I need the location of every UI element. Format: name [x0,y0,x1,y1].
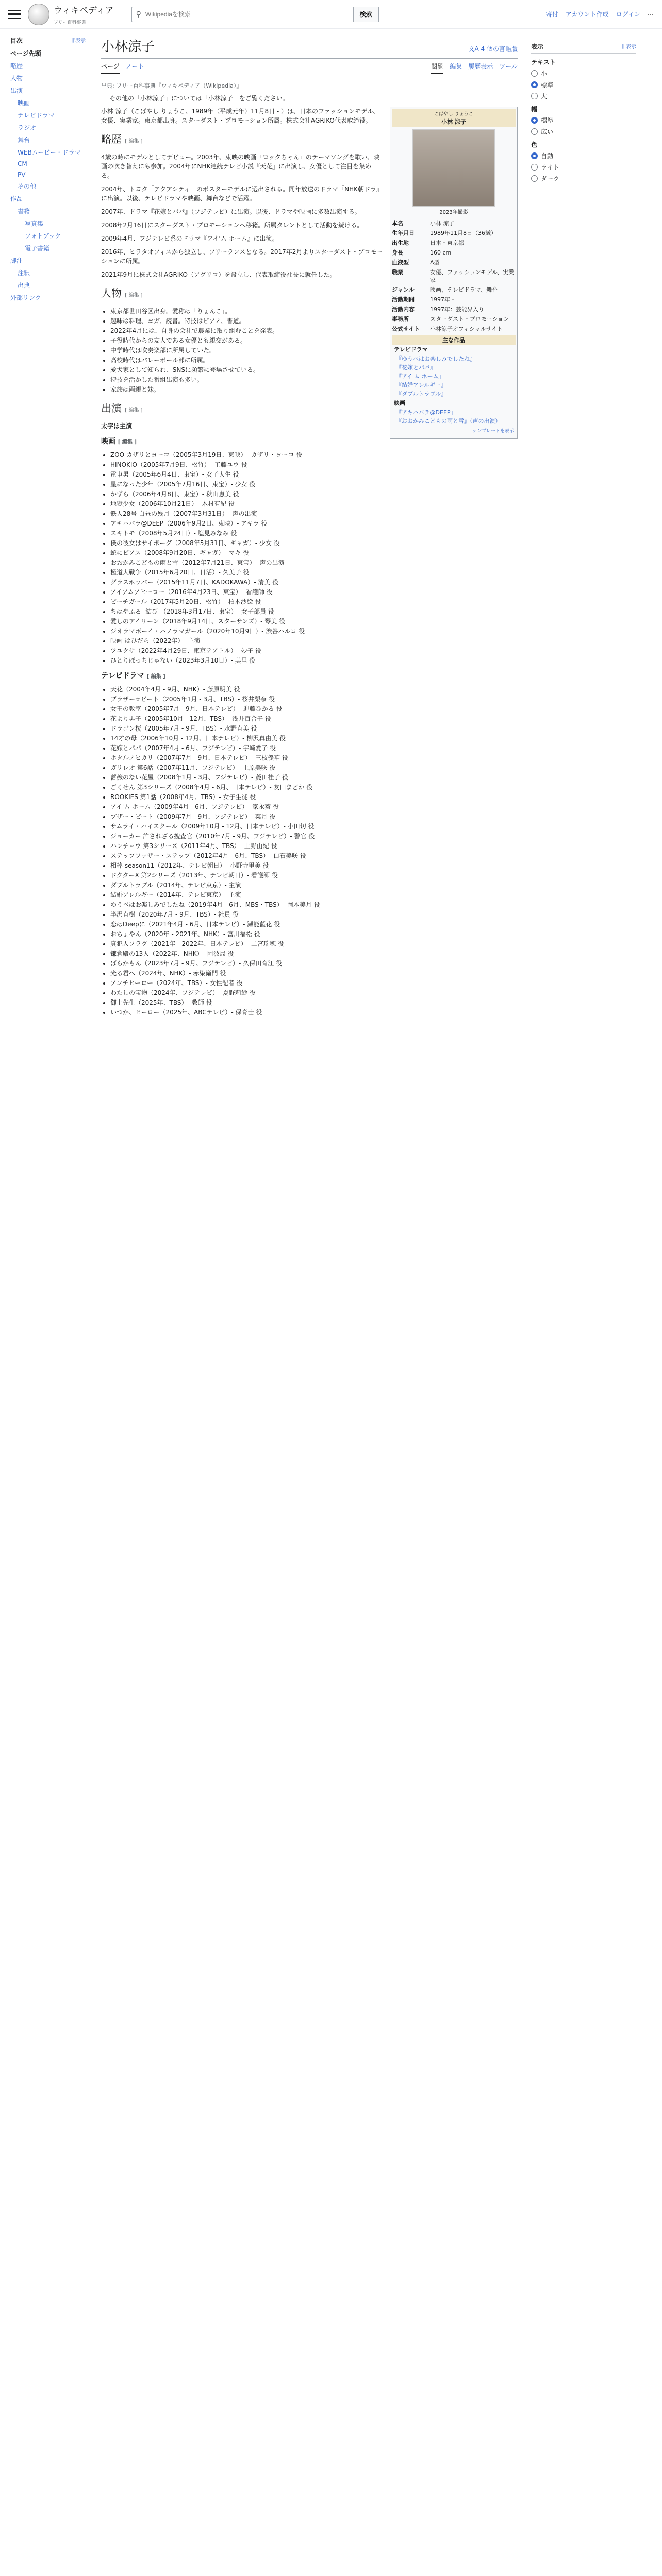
color-light-option[interactable]: ライト [531,163,636,172]
infobox-work[interactable]: 『おおかみこどもの雨と雪』（声の出演） [396,418,501,425]
toc-item[interactable]: 映画 [18,99,30,107]
appear-note: 太字は主演 [101,422,133,430]
lead-paragraph: 小林 涼子（こばやし りょうこ、1989年（平成元年）11月8日 - ）は、日本のファッションモデル、女優、実業家。東京都出身。スターダスト・プロモーション所属。株式会社AGRIKO代表取締役。 [101,108,379,124]
infobox-value: 小林涼子オフィシャルサイト [430,326,503,332]
infobox-row [392,258,516,267]
create-account-link[interactable]: アカウント作成 [565,11,609,18]
tv-item: • ホタルノヒカリ（2007年7月 - 9月、日本テレビ）- 三枝優華 役 [110,753,518,762]
infobox-work[interactable]: 『アキハバラ@DEEP』 [396,409,456,416]
main-content [91,29,524,1018]
infobox-header: こばやし りょうこ 小林 涼子 [392,109,516,127]
film-item: • おおかみこどもの雨と雪（2012年7月21日、東宝）- 声の出演 [110,558,518,567]
film-item: • HINOKIO（2005年7月9日、松竹）- 工藤ユウ 役 [110,460,518,469]
tv-item: • ステップファザー・ステップ（2012年4月 - 6月、TBS）- 白石美咲 役 [110,851,518,860]
tv-item: • 恋はDeepに（2021年4月 - 6月、日本テレビ）- 瀬能藍花 役 [110,920,518,929]
works-film-label: 映画 [394,400,405,406]
infobox-work[interactable]: 『結婚アレルギー』 [396,382,447,388]
toc-item[interactable]: ページ先頭 [10,50,41,57]
film-item: • ZOO カザリとヨーコ（2005年3月19日、東映）- カザリ・ヨーコ 役 [110,450,518,460]
search-icon: ⚲ [136,10,141,19]
film-item: • ちはやふる -結び-（2018年3月17日、東宝）- 女子部員 役 [110,607,518,616]
toc-item[interactable]: 出典 [18,282,30,289]
section-person: 人物 [ 編集 ] [101,289,518,302]
tv-item: • 花嫁とパパ（2007年4月 - 6月、フジテレビ）- 宇崎愛子 役 [110,743,518,753]
infobox-row [392,238,516,248]
edit-link[interactable]: [ 編集 ] [125,139,143,144]
film-item: • 鉄人28号 白昼の残月（2007年3月31日）- 声の出演 [110,509,518,518]
toc-item[interactable]: 注釈 [18,269,30,277]
infobox-value: 1997年：芸能界入り [430,306,484,313]
tab-history[interactable]: 履歴表示 [468,63,493,70]
infobox-works-title: 主な作品 [392,335,516,345]
site-sub: 出典: フリー百科事典『ウィキペディア（Wikipedia）』 [101,82,242,89]
tv-item: • 相棒 season11（2012年、テレビ朝日）- 小野寺里美 役 [110,861,518,870]
search-box [131,7,379,22]
edit-link[interactable]: [ 編集 ] [118,439,137,445]
tv-item: • ブザー・ビート（2009年7月 - 9月、フジテレビ）- 菜月 役 [110,812,518,821]
toc-item[interactable]: フォトブック [25,232,61,240]
film-item: • 映画 はぴだら（2022年）- 主演 [110,636,518,646]
infobox-label: 事務所 [392,316,409,323]
infobox-row [392,285,516,295]
infobox-row [392,218,516,228]
infobox-value: 1997年 - [430,296,454,303]
main-menu-icon[interactable] [8,10,21,19]
infobox-row [392,248,516,258]
infobox-value: 映画、テレビドラマ、舞台 [430,286,498,293]
toc-item[interactable]: 外部リンク [10,294,41,301]
tv-item: • 真犯人フラグ（2021年 - 2022年、日本テレビ）- 二宮瑞穂 役 [110,939,518,948]
tv-item: • ドラゴン桜（2005年7月 - 9月、TBS）- 水野直美 役 [110,724,518,733]
tab-edit[interactable]: 編集 [450,63,462,70]
text-standard-option[interactable]: 標準 [531,80,636,89]
film-item: • ピーチガール（2017年5月20日、松竹）- 柏木沙絵 役 [110,597,518,606]
tv-item: • 天花（2004年4月 - 9月、NHK）- 藤原明美 役 [110,685,518,694]
history-paragraph: 2008年2月16日にスターダスト・プロモーションへ移籍。所属タレントとして活動を続ける。 [101,222,363,229]
tv-item: • ガリレオ 第6話（2007年11月、フジテレビ）- 上原美咲 役 [110,763,518,772]
infobox-label: 血液型 [392,259,409,266]
film-item: • 僕の彼女はサイボーグ（2008年5月31日、ギャガ）- 少女 役 [110,538,518,548]
tv-item: • ROOKIES 第1話（2008年4月、TBS）- 女子生徒 役 [110,792,518,802]
infobox-label: 出生地 [392,240,409,246]
toc-item[interactable]: PV [18,171,26,178]
toc-title: 目次 [10,37,23,44]
film-item: • 星になった少年（2005年7月16日、東宝）- 少女 役 [110,480,518,489]
section-tv: テレビドラマ [ 編集 ] [101,672,166,680]
width-wide-option[interactable]: 広い [531,127,636,136]
text-large-option[interactable]: 大 [531,92,636,100]
toc-item[interactable]: CM [18,160,27,167]
film-item: • 蛇にピアス（2008年9月20日、ギャガ）- マキ 役 [110,548,518,557]
section-history: 略歴 [ 編集 ] [101,134,518,148]
infobox-label: 公式サイト [392,326,420,332]
edit-link[interactable]: [ 編集 ] [146,674,166,680]
film-item: • アキハバラ@DEEP（2006年9月2日、東映）- アキラ 役 [110,519,518,528]
infobox-label: 活動期間 [392,296,415,303]
puzzle-globe-icon [28,4,49,25]
history-paragraph: 2009年4月、フジテレビ系のドラマ『アイ'ム ホーム』に出演。 [101,235,278,242]
tv-item: • アンチヒーロー（2024年、TBS）- 女性記者 役 [110,978,518,988]
film-item: • 極道大戦争（2015年6月20日、日活）- 久美子 役 [110,568,518,577]
tv-item: • いつか、ヒーロー（2025年、ABCテレビ）- 保育士 役 [110,1008,518,1017]
tv-item: • ドクターX 第2シリーズ（2013年、テレビ朝日）- 看護師 役 [110,871,518,880]
infobox-label: 生年月日 [392,230,415,236]
tv-item: • ゆうべはお楽しみでしたね（2019年4月 - 6月、MBS・TBS）- 岡本美月 役 [110,900,518,909]
person-item: • 愛犬家として知られ、SNSに頻繁に登場させている。 [110,365,518,375]
infobox-row [392,314,516,324]
site-title: ウィキペディア [54,5,114,16]
template-link[interactable]: テンプレートを表示 [472,429,514,434]
film-item: • かずら（2006年4月8日、東宝）- 秋山恵美 役 [110,489,518,499]
infobox-row [392,267,516,285]
toc-item[interactable]: 書籍 [18,208,30,215]
search-button[interactable]: 検索 [353,7,379,22]
tab-page[interactable]: ページ [101,62,120,74]
infobox-value: 小林 涼子 [430,220,455,227]
infobox-row [392,324,516,334]
infobox-row [392,295,516,304]
user-tools [546,10,654,19]
history-paragraph: 4歳の時にモデルとしてデビュー。2003年、東映の映画『ロッタちゃん』のテーマソングを歌い、映画の吹き替えにも参加。2004年にNHK連続テレビ小説『天花』に出演し、女優として注目を集める。 [101,154,380,179]
more-icon[interactable]: ⋯ [648,10,654,18]
tv-item: • おちょやん（2020年 - 2021年、NHK）- 富川福松 役 [110,929,518,939]
infobox-work[interactable]: 『ダブルトラブル』 [396,391,447,397]
history-paragraph: 2007年、ドラマ『花嫁とパパ』（フジテレビ）に出演。以後、ドラマや映画に多数出演する。 [101,208,361,215]
tv-item: • 花より男子（2005年10月 - 12月、TBS）- 浅井百合子 役 [110,714,518,723]
tv-item: • 光る君へ（2024年、NHK）- 赤染衛門 役 [110,969,518,978]
site-subtitle: フリー百科事典 [54,20,86,25]
color-label: 色 [531,141,538,148]
infobox [390,107,518,439]
toc-item[interactable]: ラジオ [18,124,37,131]
appearance-title: 表示 [531,43,544,50]
language-button[interactable]: 文A 4 個の言語版 [468,45,518,53]
film-item: • グラスホッパー（2015年11月7日、KADOKAWA）- 清美 役 [110,578,518,587]
toc-item[interactable]: 出演 [10,87,23,94]
person-item: • 趣味は料理、ヨガ、読書。特技はピアノ、書道。 [110,316,518,326]
toc-item[interactable]: WEBムービー・ドラマ [18,149,81,156]
text-size-label: テキスト [531,59,556,66]
works-tv-label: テレビドラマ [394,346,428,353]
infobox-row [392,304,516,314]
edit-link[interactable]: [ 編集 ] [125,408,143,413]
toc-item[interactable]: テレビドラマ [18,112,55,119]
tv-item: • ジョーカー 許されざる捜査官（2010年7月 - 9月、フジテレビ）- 警官 役 [110,832,518,841]
infobox-caption: 2023年撮影 [439,210,468,215]
width-label: 幅 [531,106,538,113]
infobox-work[interactable]: 『ゆうべはお楽しみでしたね』 [396,355,475,362]
tab-read[interactable]: 閲覧 [431,62,443,74]
tv-item: • 14才の母（2006年10月 - 12月、日本テレビ）- 柳沢真由美 役 [110,734,518,743]
page-tabs [101,62,518,77]
toc-item[interactable]: 舞台 [18,137,30,144]
film-item: • 地獄少女（2006年10月21日）- 木村有紀 役 [110,499,518,509]
tv-item: • ブラザー☆ビート（2005年1月 - 3月、TBS）- 桜井梨奈 役 [110,694,518,704]
film-item: • アイアムアヒーロー（2016年4月23日、東宝）- 看護師 役 [110,587,518,597]
section-films: 映画 [ 編集 ] [101,437,137,446]
infobox-value: 女優、ファッションモデル、実業家 [430,269,515,283]
appearance-panel [524,29,642,1018]
toc-item[interactable]: その他 [18,183,37,190]
history-paragraph: 2021年9月に株式会社AGRIKO（アグリコ）を設立し、代表取締役社長に就任した。 [101,271,336,278]
person-item: • 家族は両親と妹。 [110,385,518,394]
toc-item[interactable]: 人物 [10,75,23,82]
tv-item: • ごくせん 第3シリーズ（2008年4月 - 6月、日本テレビ）- 友田まどか 役 [110,783,518,792]
film-item: • 電車男（2005年6月4日、東宝）- 女子大生 役 [110,470,518,479]
tv-item: • 女王の教室（2005年7月 - 9月、日本テレビ）- 進藤ひかる 役 [110,704,518,714]
infobox-label: ジャンル [392,286,415,293]
infobox-label: 身長 [392,249,403,256]
infobox-label: 職業 [392,269,403,276]
tv-item: • ハンチョウ 第3シリーズ（2011年4月、TBS）- 上野由紀 役 [110,841,518,851]
history-paragraph: 2016年、ヒラタオフィスから独立し、フリーランスとなる。2017年2月よりスターダスト・プロモーションに所属。 [101,248,383,265]
tv-item: • 半沢直樹（2020年7月 - 9月、TBS）- 社員 役 [110,910,518,919]
film-item: • スキトモ（2008年5月24日）- 塩見みなみ 役 [110,529,518,538]
color-dark-option[interactable]: ダーク [531,174,636,183]
film-item: • 愛しのアイリーン（2018年9月14日、スターサンズ）- 琴美 役 [110,617,518,626]
tv-item: • 薔薇のない花屋（2008年1月 - 3月、フジテレビ）- 菱田桂子 役 [110,773,518,782]
tv-item: • 御上先生（2025年、TBS）- 教師 役 [110,998,518,1007]
width-standard-option[interactable]: 標準 [531,116,636,125]
tv-item: • ダブルトラブル（2014年、テレビ東京）- 主演 [110,880,518,890]
tv-item: • サムライ・ハイスクール（2009年10月 - 12月、日本テレビ）- 小田切 役 [110,822,518,831]
person-item: • 特技を活かした番組出演も多い。 [110,375,518,384]
history-paragraph: 2004年、トヨタ「アクアシティ」のポスターモデルに選出される。同年放送のドラマ『NHK朝ドラ』に出演。以後、テレビドラマや映画、舞台などで活躍。 [101,185,383,202]
film-item: • ジオラマボーイ・パノラマガール（2020年10月9日）- 渋谷ハルコ 役 [110,626,518,636]
person-item: • 東京都世田谷区出身。愛称は「りょんこ」。 [110,307,518,316]
infobox-photo[interactable] [412,129,495,207]
table-of-contents [0,29,91,1018]
hatnote: その他の「小林涼子」については「小林涼子」をご覧ください。 [109,95,289,102]
color-auto-option[interactable]: 自動 [531,151,636,160]
film-item: • ツユクサ（2022年4月29日、東京テアトル）- 妙子 役 [110,646,518,655]
toc-item[interactable]: 略歴 [10,62,23,70]
infobox-value: 日本・東京都 [430,240,464,246]
tv-item: • わたしの宝物（2024年、フジテレビ）- 夏野莉紗 役 [110,988,518,997]
toc-item[interactable]: 脚注 [10,257,23,264]
infobox-value: 160 cm [430,249,452,256]
person-item: • 中学時代は吹奏楽部に所属していた。 [110,346,518,355]
infobox-work[interactable]: 『アイ'ム ホーム』 [396,373,444,380]
section-appearances: 出演 [ 編集 ] [101,403,518,417]
text-small-option[interactable]: 小 [531,69,636,78]
toc-hide-button[interactable]: 非表示 [70,38,86,44]
page-title: 小林涼子 [101,39,155,55]
search-input[interactable] [145,7,353,22]
person-item: • 子役時代からの友人である女優とも親交がある。 [110,336,518,345]
infobox-label: 活動内容 [392,306,415,313]
tv-item: • 鎌倉殿の13人（2022年、NHK）- 阿波局 役 [110,949,518,958]
edit-link[interactable]: [ 編集 ] [125,293,143,298]
article-body [101,107,518,1017]
infobox-value: スターダスト・プロモーション [430,316,509,323]
infobox-value: 1989年11月8日（36歳） [430,230,496,236]
site-header [0,0,662,29]
infobox-label: 本名 [392,220,403,227]
tab-talk[interactable]: ノート [125,63,144,70]
toc-item[interactable]: 作品 [10,195,23,202]
person-item: • 2022年4月には、自身の会社で農業に取り組むことを発表。 [110,326,518,335]
tv-item: • ばらかもん（2023年7月 - 9月、フジテレビ）- 久保田育江 役 [110,959,518,968]
tv-item: • アイ'ム ホーム（2009年4月 - 6月、フジテレビ）- 家永葵 役 [110,802,518,811]
infobox-work[interactable]: 『花嫁とパパ』 [396,364,436,371]
film-item: • ひとりぼっちじゃない（2023年3月10日）- 美里 役 [110,656,518,665]
donate-link[interactable]: 寄付 [545,11,558,18]
infobox-row [392,228,516,238]
login-link[interactable]: ログイン [616,11,640,18]
tab-tools[interactable]: ツール [499,63,518,70]
wikipedia-logo[interactable] [28,3,114,26]
tv-item: • 結婚アレルギー（2014年、テレビ東京）- 主演 [110,890,518,900]
toc-item[interactable]: 写真集 [25,220,44,227]
person-item: • 高校時代はバレーボール部に所属。 [110,355,518,365]
toc-item[interactable]: 電子書籍 [25,245,50,252]
appearance-hide[interactable]: 非表示 [621,44,636,50]
infobox-value: A型 [430,259,440,266]
